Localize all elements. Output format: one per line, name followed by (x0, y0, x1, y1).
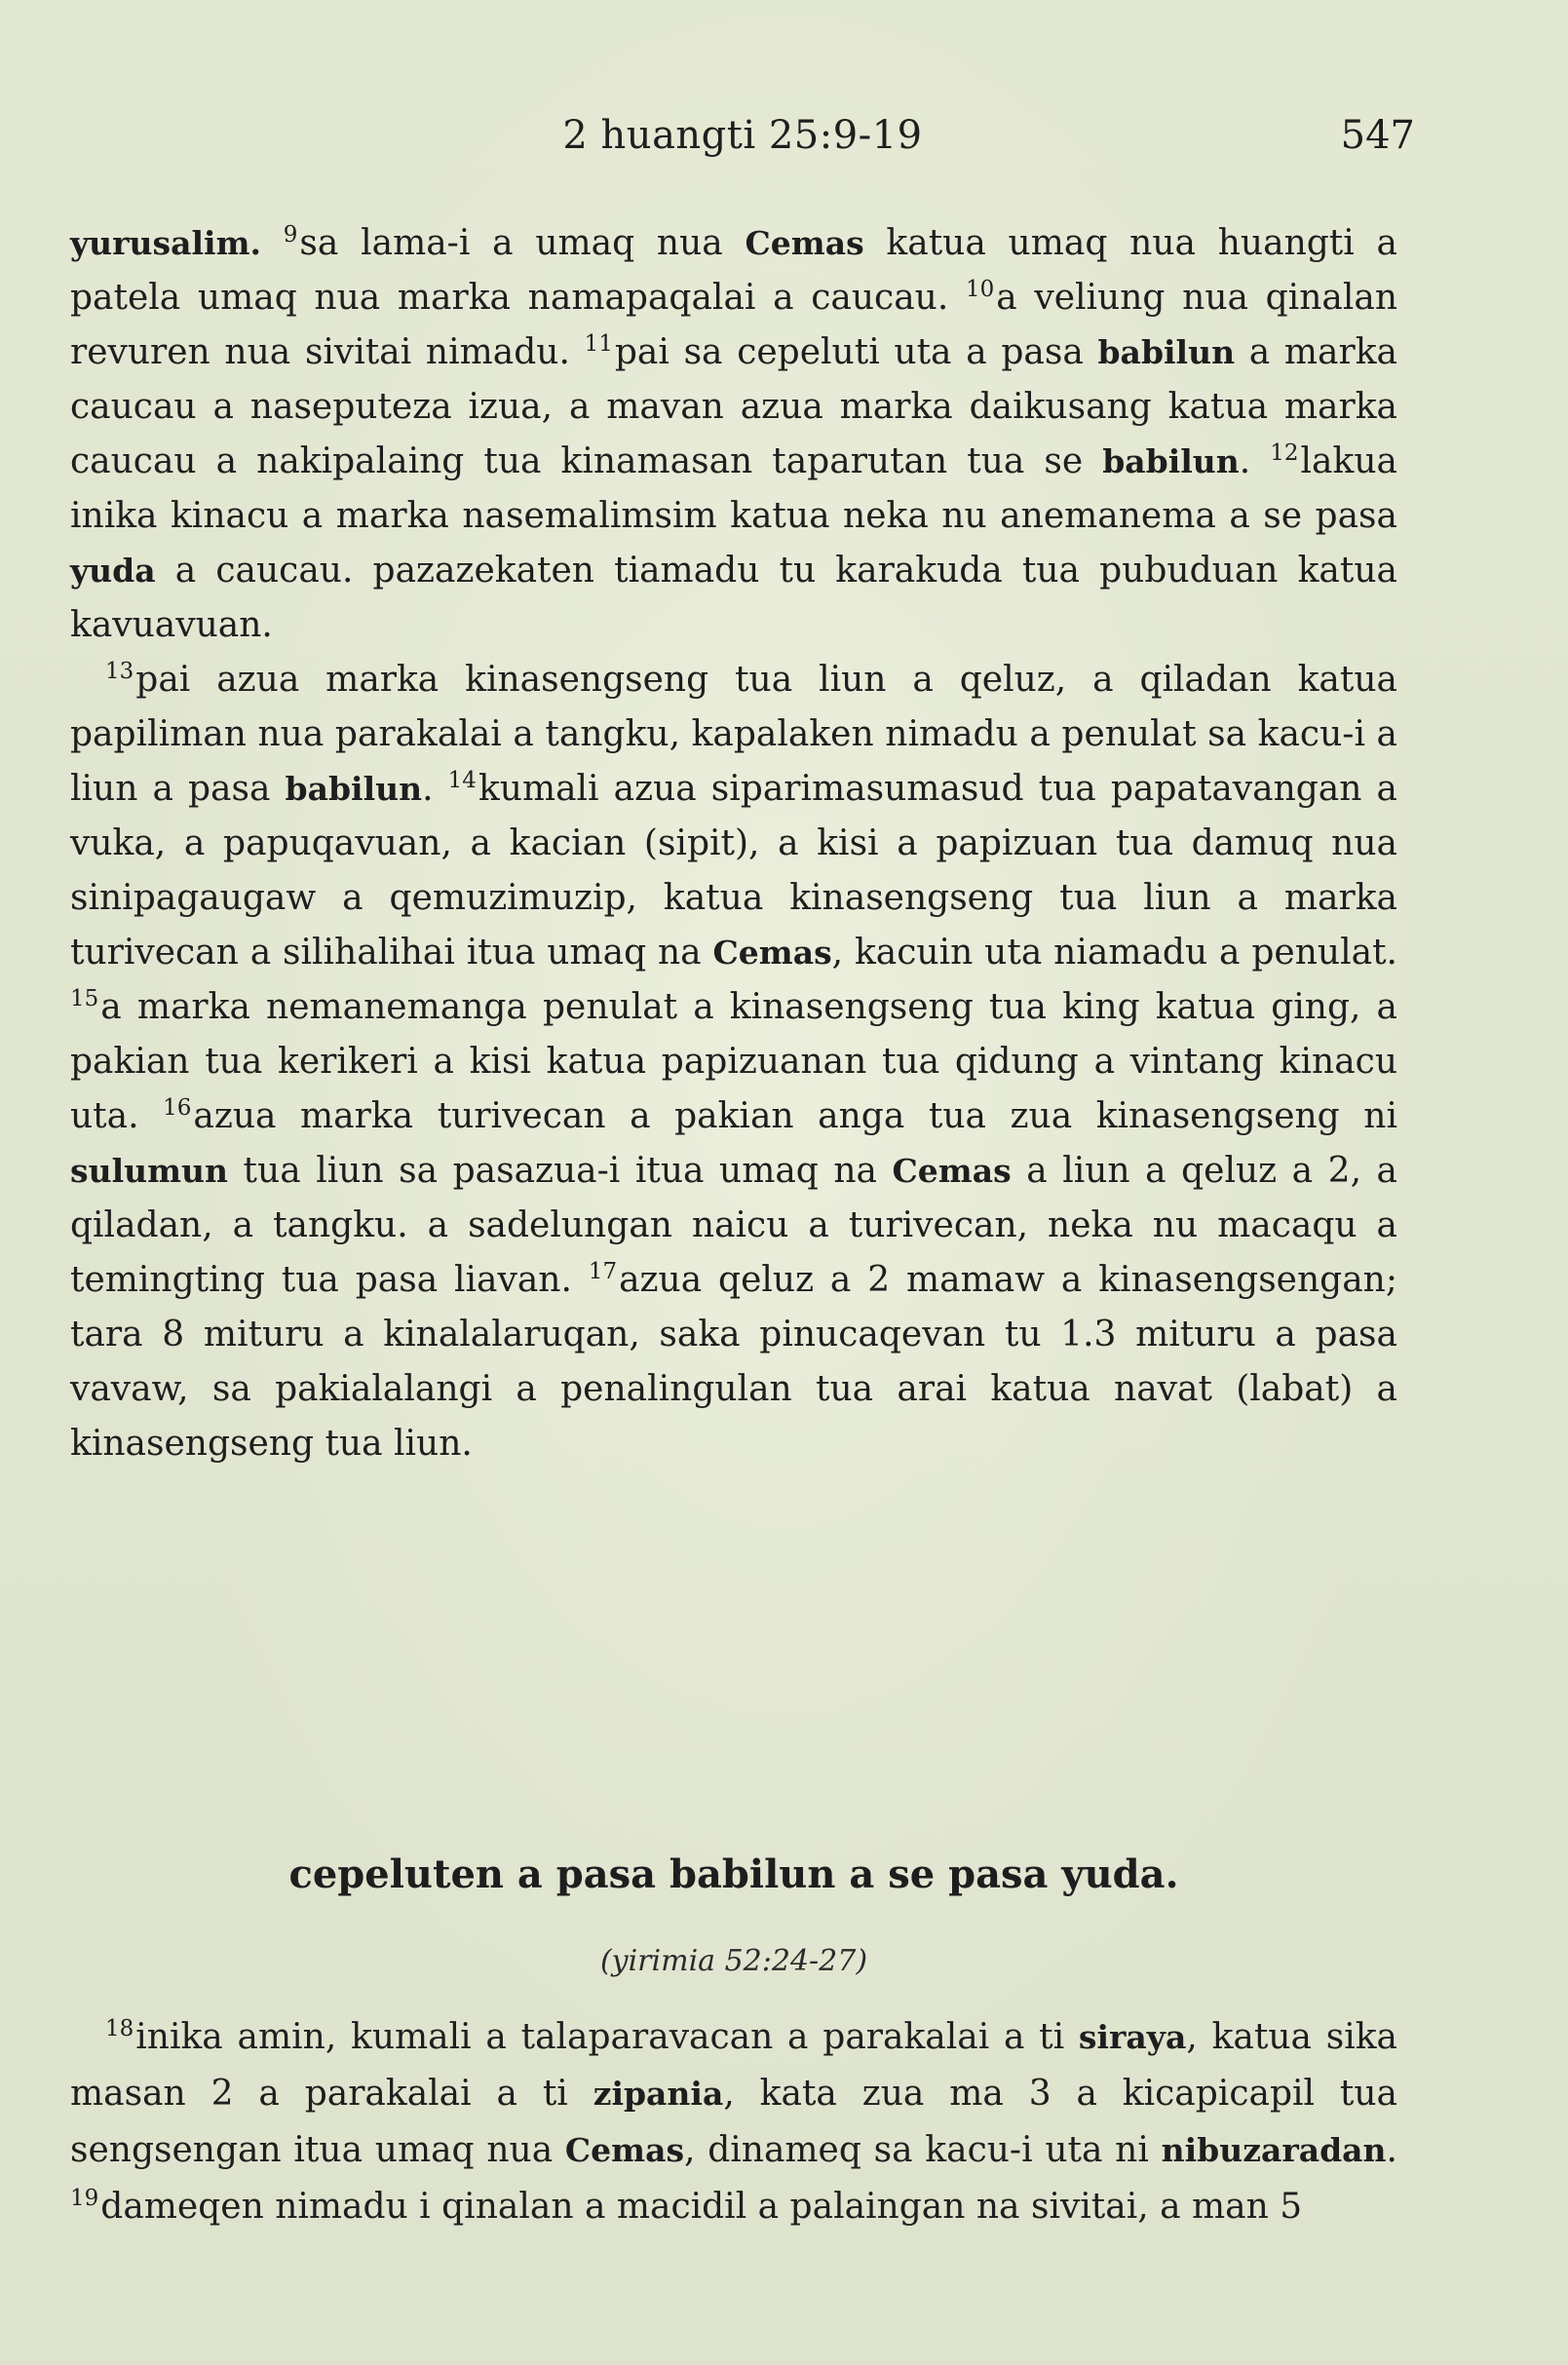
paragraph-verses-9-12 (70, 216, 1397, 653)
verse-text: katua umaq nua huangti a patela umaq nua marka namapaqalai a caucau. (70, 223, 1397, 318)
verse-text: inika amin, kumali a talaparavacan a parakalai a ti (135, 2017, 1079, 2057)
verse-text: azua qeluz a 2 mamaw a kinasengsengan; tara 8 mituru a kinalalaruqan, saka pinucaqevan tu 1.3 mituru a pasa vavaw, sa pakialalangi a penalingulan tua arai katua navat (labat) a kinasengseng tua liun. (70, 1260, 1397, 1464)
bold-word: nibuzaradan (1161, 2131, 1387, 2169)
verse-text: , kacuin uta niamadu a penulat. (831, 933, 1397, 973)
verse-text: a marka caucau a naseputeza izua, a mavan azua marka daikusang katua marka caucau a nakipalaing tua kinamasan taparutan tua se (70, 332, 1398, 481)
verse-text: . (1239, 441, 1271, 481)
section-body (70, 2009, 1397, 2235)
verse-text: pai sa cepeluti uta a pasa (614, 332, 1098, 372)
verse-text: sa lama-i a umaq nua (299, 223, 746, 263)
running-header (70, 109, 1415, 168)
bold-word: zipania (593, 2075, 724, 2113)
bold-word: siraya (1078, 2018, 1187, 2056)
verse-number: 9 (283, 222, 298, 248)
verse-text: a liun a qeluz a 2, a qiladan, a tangku. a sadelungan naicu a turivecan, neka nu macaqu a temingting tua pasa liavan. (70, 1151, 1398, 1300)
bold-word: yurusalim. (70, 224, 261, 262)
page-number: 547 (1340, 113, 1415, 158)
verse-text: , katua sika masan 2 a parakalai a ti (70, 2017, 1397, 2114)
verse-text: . (1386, 2130, 1397, 2170)
paragraph-verses-18-19 (70, 2009, 1397, 2235)
verse-text: . (422, 769, 448, 809)
verse-text: pai azua marka kinasengseng tua liun a qeluz, a qiladan katua papiliman nua parakalai a tangku, kapalaken nimadu a penulat sa kacu-i a liun a pasa (70, 660, 1397, 809)
verse-number: 18 (105, 2016, 134, 2041)
verse-number: 11 (584, 331, 613, 357)
verse-number: 19 (70, 2186, 99, 2211)
section-cross-reference: (yirimia 52:24-27) (599, 1944, 868, 1978)
verse-text: a caucau. pazazekaten tiamadu tu karakuda tua pubuduan katua kavuavuan. (70, 551, 1397, 645)
bold-word: Cemas (564, 2131, 685, 2169)
paragraph-verses-13-17 (70, 653, 1397, 1471)
chapter-body (70, 216, 1397, 1471)
verse-text: lakua inika kinacu a marka nasemalimsim katua neka nu anemanema a se pasa (70, 441, 1397, 536)
verse-number: 14 (447, 768, 477, 793)
verse-text: dameqen nimadu i qinalan a macidil a palaingan na sivitai, a man 5 (100, 2187, 1303, 2227)
verse-number: 16 (163, 1095, 192, 1121)
verse-number: 12 (1270, 440, 1299, 466)
verse-text: a marka nemanemanga penulat a kinasengseng tua king katua ging, a pakian tua kerikeri a kisi katua papizuanan tua qidung a vintang kinacu uta. (70, 987, 1397, 1136)
verse-text: , dinameq sa kacu-i uta ni (684, 2130, 1162, 2170)
verse-text: a veliung nua qinalan revuren nua sivitai nimadu. (70, 278, 1398, 372)
verse-number: 10 (965, 277, 995, 302)
bold-word: sulumun (70, 1152, 229, 1190)
bold-word: Cemas (712, 934, 832, 972)
bold-word: yuda (70, 552, 156, 590)
bold-word: babilun (285, 770, 423, 808)
verse-number: 17 (588, 1259, 618, 1284)
section-heading: cepeluten a pasa babilun a se pasa yuda. (288, 1851, 1179, 1897)
bold-word: Cemas (892, 1152, 1012, 1190)
verse-number: 13 (105, 659, 134, 684)
verse-number: 15 (70, 986, 99, 1011)
verse-text: tua liun sa pasazua-i itua umaq na (228, 1151, 893, 1191)
verse-text: kumali azua siparimasumasud tua papatavangan a vuka, a papuqavuan, a kacian (sipit), a kisi a papizuan tua damuq nua sinipagaugaw a qemuzimuzip, katua kinasengseng tua liun a marka turivecan a silihalihai itua umaq na (70, 769, 1397, 973)
bold-word: Cemas (745, 224, 864, 262)
verse-text: azua marka turivecan a pakian anga tua zua kinasengseng ni (193, 1096, 1397, 1136)
verse-text: , kata zua ma 3 a kicapicapil tua sengsengan itua umaq nua (70, 2074, 1397, 2170)
bold-word: babilun (1097, 333, 1236, 371)
running-title: 2 huangti 25:9-19 (562, 113, 923, 158)
bold-word: babilun (1102, 442, 1240, 480)
